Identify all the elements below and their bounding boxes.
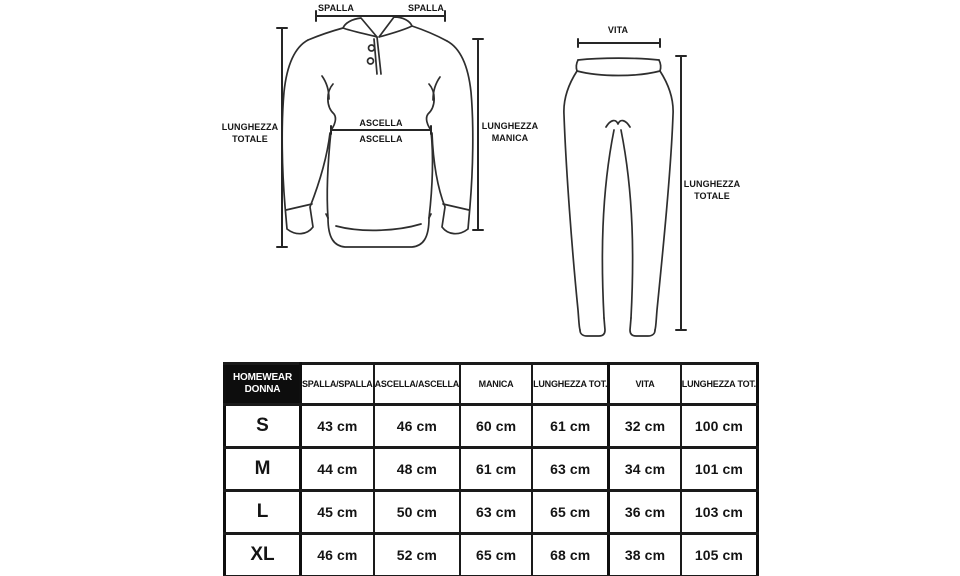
value-cell: 52 cm — [374, 534, 461, 576]
table-row-xl — [225, 534, 758, 576]
value-cell: 46 cm — [374, 405, 461, 448]
table-row-m — [225, 448, 758, 491]
table-row-s — [225, 405, 758, 448]
value-cell: 101 cm — [681, 448, 758, 491]
shirt-drawing — [282, 17, 473, 247]
size-label-m: M — [225, 448, 301, 491]
size-label-l: L — [225, 491, 301, 534]
value-cell: 36 cm — [609, 491, 681, 534]
value-cell: 48 cm — [374, 448, 461, 491]
column-header-lunghezza-tot-shirt: LUNGHEZZA TOT. — [532, 364, 609, 405]
vita-measure-line — [578, 39, 660, 47]
column-header-lunghezza-tot-pants: LUNGHEZZA TOT. — [681, 364, 758, 405]
value-cell: 38 cm — [609, 534, 681, 576]
value-cell: 46 cm — [301, 534, 374, 576]
size-label-s: S — [225, 405, 301, 448]
value-cell: 65 cm — [532, 491, 609, 534]
value-cell: 45 cm — [301, 491, 374, 534]
column-header-vita: VITA — [609, 364, 681, 405]
value-cell: 32 cm — [609, 405, 681, 448]
value-cell: 63 cm — [532, 448, 609, 491]
pants-drawing — [564, 58, 673, 336]
ascella-bottom-label: ASCELLA — [359, 134, 403, 144]
value-cell: 65 cm — [460, 534, 532, 576]
value-cell: 61 cm — [460, 448, 532, 491]
value-cell: 100 cm — [681, 405, 758, 448]
shirt-total-length-label: LUNGHEZZA TOTALE — [221, 122, 279, 144]
size-table — [223, 362, 759, 576]
table-header-row — [225, 364, 758, 405]
value-cell: 68 cm — [532, 534, 609, 576]
column-header-manica: MANICA — [460, 364, 532, 405]
column-header-spalla: SPALLA/SPALLA — [301, 364, 374, 405]
value-cell: 61 cm — [532, 405, 609, 448]
value-cell: 50 cm — [374, 491, 461, 534]
sleeve-length-label: LUNGHEZZA MANICA — [481, 121, 539, 143]
vita-label: VITA — [607, 25, 629, 35]
size-label-xl: XL — [225, 534, 301, 576]
pants-total-length-label: LUNGHEZZA TOTALE — [683, 179, 741, 201]
table-corner-header: HOMEWEAR DONNA — [225, 364, 301, 405]
value-cell: 63 cm — [460, 491, 532, 534]
spalla-right-label: SPALLA — [408, 3, 444, 13]
value-cell: 34 cm — [609, 448, 681, 491]
value-cell: 43 cm — [301, 405, 374, 448]
value-cell: 105 cm — [681, 534, 758, 576]
ascella-top-label: ASCELLA — [359, 118, 403, 128]
column-header-ascella: ASCELLA/ASCELLA — [374, 364, 461, 405]
spalla-left-label: SPALLA — [318, 3, 354, 13]
value-cell: 103 cm — [681, 491, 758, 534]
table-row-l — [225, 491, 758, 534]
value-cell: 60 cm — [460, 405, 532, 448]
value-cell: 44 cm — [301, 448, 374, 491]
